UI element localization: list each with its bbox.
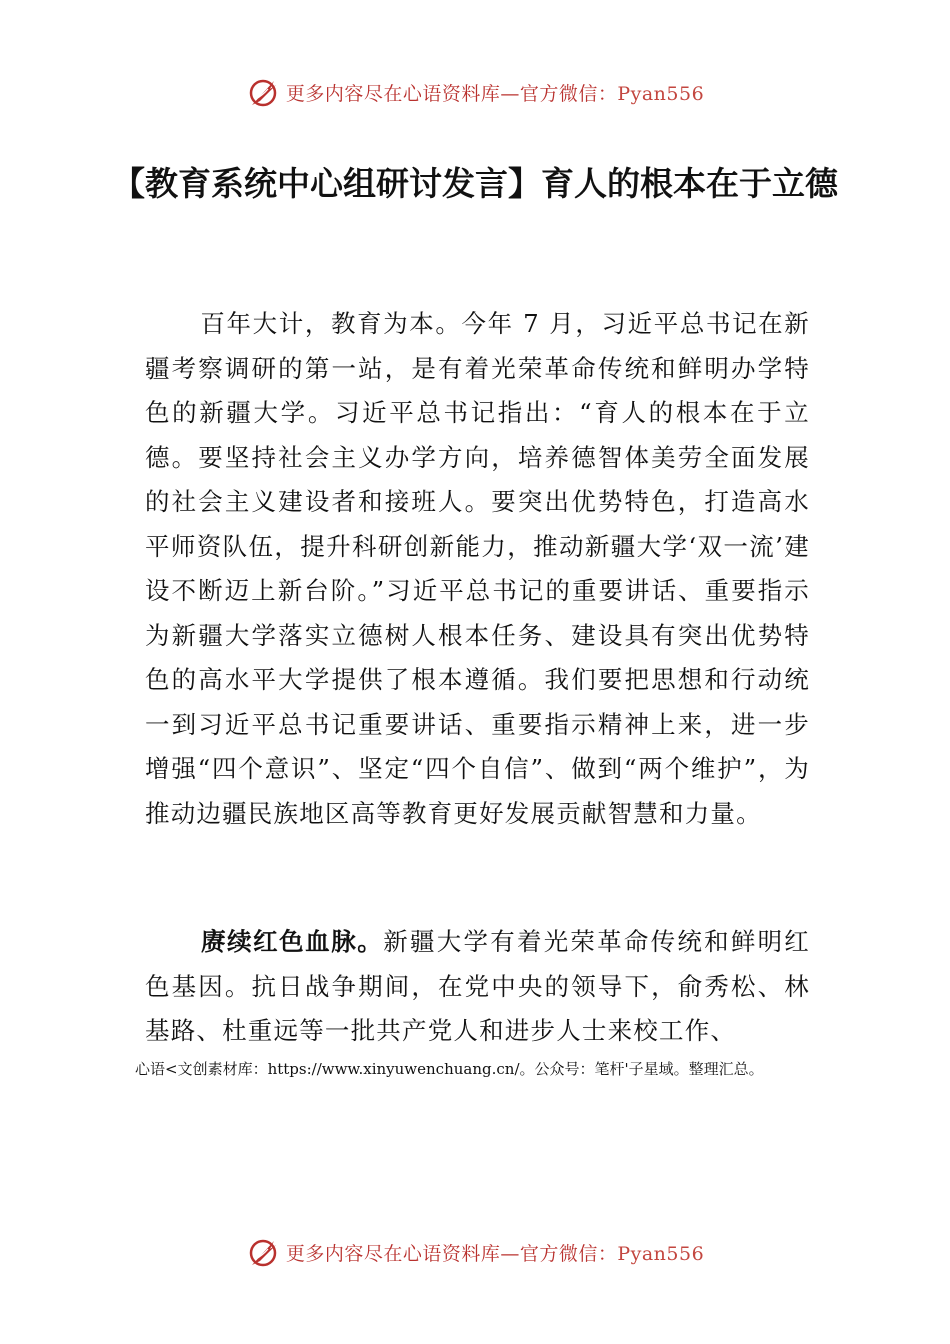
quill-circle-logo <box>246 1235 280 1269</box>
wechat-id: Pyan556 <box>617 1242 705 1265</box>
quill-circle-logo <box>246 75 280 109</box>
source-note: 心语<文创素材库：https://www.xinyuwenchuang.cn/。公众号：笔杆'子星域。整理汇总。 <box>135 1060 764 1078</box>
banner-text: 更多内容尽在心语资料库—官方微信：Pyan556 <box>285 82 705 105</box>
page-title: 【教育系统中心组研讨发言】育人的根本在于立德 <box>112 164 838 203</box>
header-banner <box>0 72 950 112</box>
wechat-id: Pyan556 <box>617 82 705 105</box>
paragraph-lead: 赓续红色血脉。 <box>200 927 384 956</box>
footer-banner <box>0 1232 950 1272</box>
paragraph-1: 百年大计，教育为本。今年 7 月，习近平总书记在新疆考察调研的第一站，是有着光荣革命传统和鲜明办学特色的新疆大学。习近平总书记指出：“育人的根本在于立德。要坚持社会主义办学方向，培养德智体美劳全面发展的社会主义建设者和接班人。要突出优势特色，打造高水平师资队伍，提升科研创新能力，推动新疆大学‘双一流’建设不断迈上新台阶。”习近平总书记的重要讲话、重要指示为新疆大学落实立德树人根本任务、建设具有突出优势特色的高水平大学提供了根本遵循。我们要把思想和行动统一到习近平总书记重要讲话、重要指示精神上来，进一步增强“四个意识”、坚定“四个自信”、做到“两个维护”，为推动边疆民族地区高等教育更好发展贡献智慧和力量。 <box>145 309 810 828</box>
paragraph-2: 赓续红色血脉。新疆大学有着光荣革命传统和鲜明红色基因。抗日战争期间，在党中央的领导下，俞秀松、林基路、杜重远等一批共产党人和进步人士来校工作、 <box>145 927 810 1045</box>
banner-text: 更多内容尽在心语资料库—官方微信：Pyan556 <box>285 1242 705 1265</box>
